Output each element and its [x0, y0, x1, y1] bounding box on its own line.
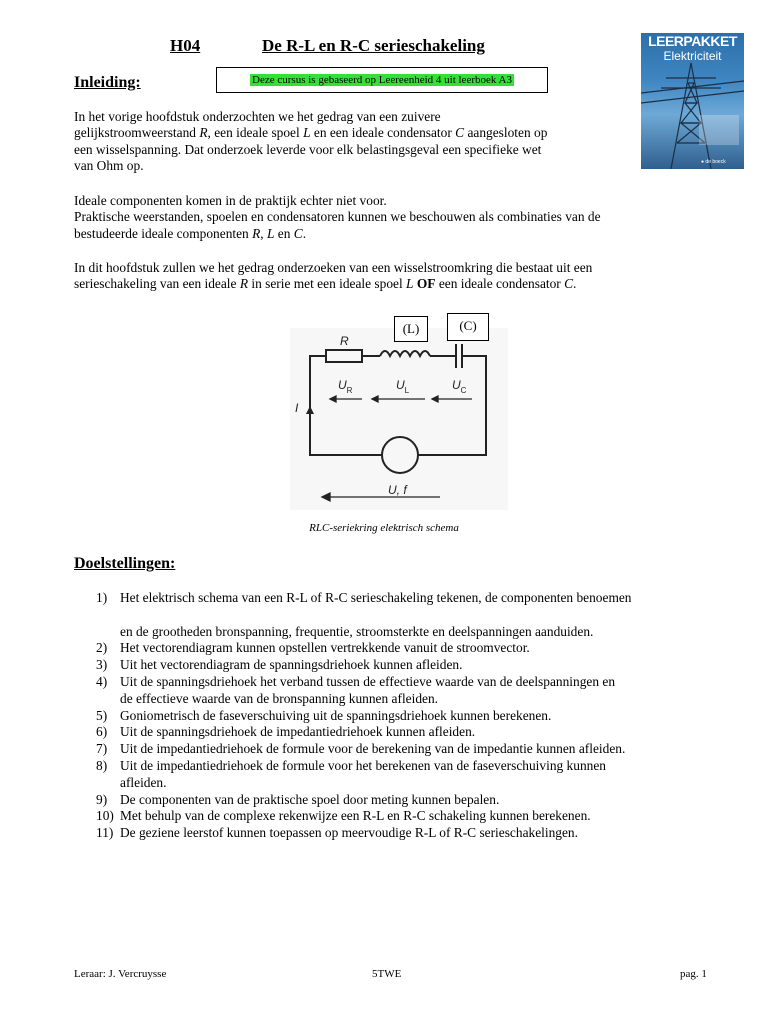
- footer-teacher: Leraar: J. Vercruysse: [74, 968, 167, 980]
- goal-item: [96, 640, 726, 657]
- cover-brand: LEERPAKKET: [648, 33, 737, 49]
- label-source: U, f: [388, 483, 407, 497]
- label-uc: $U_C$: [452, 378, 467, 395]
- goals-heading: Doelstellingen:: [74, 555, 176, 572]
- text-line: In dit hoofdstuk zullen we het gedrag onderzoeken van een wisselstroomkring die bestaat uit een: [74, 260, 593, 275]
- goals-list: [96, 590, 726, 842]
- diagram-caption: RLC-seriekring elektrisch schema: [309, 522, 459, 534]
- goal-number: 1): [96, 590, 108, 605]
- goal-text: Het elektrisch schema van een R-L of R-C serieschakeling tekenen, de componenten benoemen en de grootheden bronspanning, frequentie, stroomsterkte en deelspanningen aanduiden.: [120, 590, 632, 639]
- goal-item: [96, 674, 726, 708]
- goal-number: 8): [96, 757, 108, 773]
- goal-text: Uit de spanningsdriehoek de impedantiedriehoek kunnen afleiden.: [120, 724, 476, 740]
- goal-text: Uit het vectorendiagram de spanningsdriehoek kunnen afleiden.: [120, 657, 463, 673]
- text-line: In het vorige hoofdstuk onderzochten we het gedrag van een zuivere: [74, 109, 441, 124]
- box-label-l: (L): [394, 316, 428, 342]
- text-line: van Ohm op.: [74, 157, 144, 173]
- goal-item: [96, 590, 726, 640]
- goal-item: [96, 708, 726, 725]
- goal-item: [96, 724, 726, 741]
- goal-text: De geziene leerstof kunnen toepassen op meervoudige R-L of R-C serieschakelingen.: [120, 825, 578, 841]
- text-line: Praktische weerstanden, spoelen en condensatoren kunnen we beschouwen als combinaties van de: [74, 209, 601, 225]
- footer-class: 5TWE: [372, 968, 402, 980]
- text-line: een wisselspanning. Dat onderzoek leverde voor elk belastingsgeval een specifieke wet: [74, 141, 542, 157]
- goal-item: [96, 808, 726, 825]
- label-r: R: [340, 334, 349, 348]
- goal-number: 9): [96, 791, 108, 807]
- label-ul: $U_L$: [396, 378, 410, 395]
- intro-paragraph-2: [74, 193, 714, 242]
- publisher-logo: ● de boeck: [701, 159, 726, 165]
- goal-text: De componenten van de praktische spoel door meting kunnen bepalen.: [120, 791, 500, 807]
- chapter-number: H04: [170, 36, 201, 55]
- goal-item: [96, 792, 726, 809]
- text-line: bestudeerde ideale componenten R, L en C.: [74, 225, 307, 241]
- goal-item: [96, 741, 726, 758]
- intro-paragraph-1: [74, 109, 714, 174]
- goal-text: Uit de impedantiedriehoek de formule voor het berekenen van de faseverschuiving kunnen afleiden.: [120, 757, 606, 790]
- goal-number: 6): [96, 724, 108, 740]
- label-ur: $U_R$: [338, 378, 353, 395]
- text-line: gelijkstroomweerstand R, een ideale spoel L en een ideale condensator C aangesloten op: [74, 125, 548, 141]
- goal-number: 2): [96, 640, 108, 656]
- goal-text: Met behulp van de complexe rekenwijze een R-L en R-C schakeling kunnen berekenen.: [120, 808, 591, 824]
- goal-number: 3): [96, 657, 108, 673]
- goal-item: [96, 657, 726, 674]
- goal-item: [96, 758, 726, 792]
- intro-heading: Inleiding:: [74, 74, 141, 91]
- text-line: serieschakeling van een ideale R in serie met een ideale spoel L OF een ideale condensator C.: [74, 276, 577, 292]
- course-notice-box: [216, 67, 548, 93]
- goal-number: 4): [96, 673, 108, 689]
- goal-text: Het vectorendiagram kunnen opstellen vertrekkende vanuit de stroomvector.: [120, 640, 530, 656]
- goal-number: 7): [96, 741, 108, 757]
- label-current: I: [295, 401, 299, 415]
- goal-text: Uit de spanningsdriehoek het verband tussen de effectieve waarde van de deelspanningen en de effectieve waarde van de bronspanning kunnen afleiden.: [120, 673, 616, 706]
- footer-page: pag. 1: [680, 968, 707, 980]
- goal-text: Uit de impedantiedriehoek de formule voor de berekening van de impedantie kunnen afleiden.: [120, 741, 626, 757]
- goal-item: [96, 825, 726, 842]
- box-label-c: (C): [447, 313, 489, 341]
- page-title: De R-L en R-C serieschakeling: [262, 36, 485, 55]
- text-line: Ideale componenten komen in de praktijk echter niet voor.: [74, 193, 387, 208]
- goal-number: 10): [96, 808, 114, 824]
- goal-text: Goniometrisch de faseverschuiving uit de spanningsdriehoek kunnen berekenen.: [120, 707, 552, 723]
- goal-number: 5): [96, 707, 108, 723]
- goal-number: 11): [96, 825, 114, 841]
- course-notice-text: Deze cursus is gebaseerd op Leereenheid 4 uit leerboek A3: [252, 74, 512, 86]
- intro-paragraph-3: [74, 260, 714, 293]
- cover-subtitle: Elektriciteit: [663, 49, 722, 63]
